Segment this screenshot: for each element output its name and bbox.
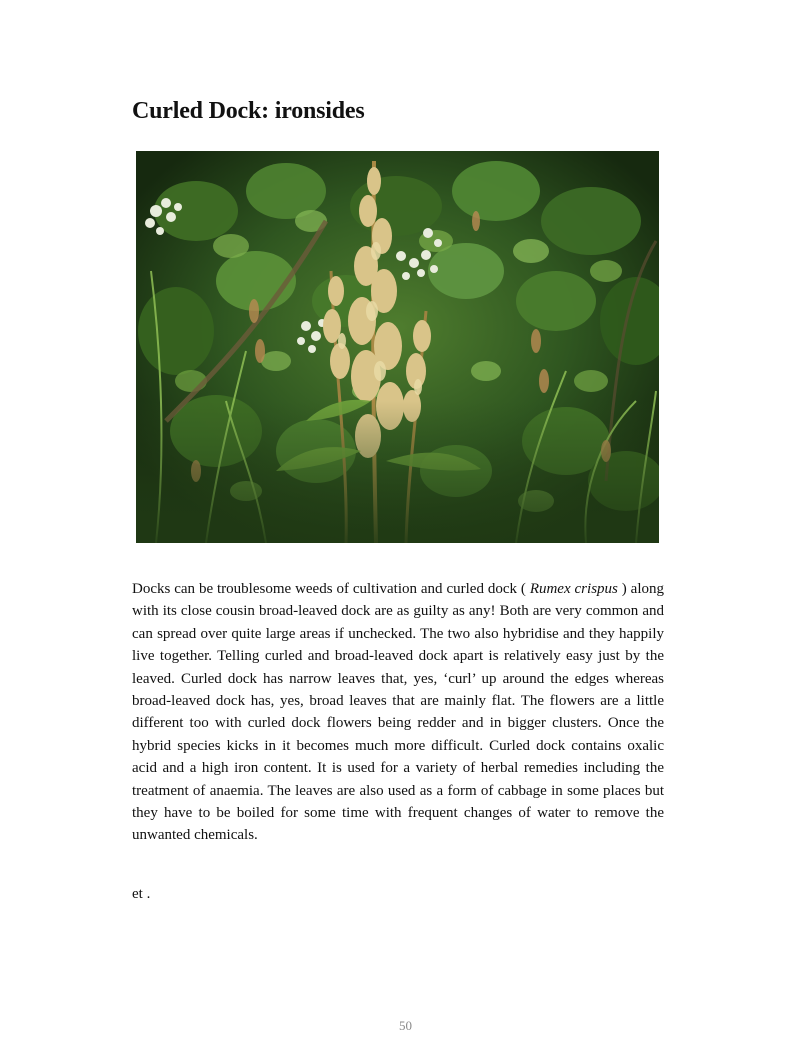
page-number: 50 <box>399 1018 412 1033</box>
curled-dock-photo <box>136 151 659 543</box>
body-text-part-2: ) along with its close cousin broad-leaved dock are as guilty as any! Both are very common and can spread over quite large areas if unchecked. The two also hybridise and they happily live together. Telling curled and broad-leaved dock apart is relatively easy just by the leaved. Curled dock has narrow leaves that, yes, ‘curl’ up around the edges whereas broad-leaved dock has, yes, broad leaves that are mainly flat. The flowers are a little different too with curled dock flowers being redder and in bigger clusters. Once the hybrid species kicks in it becomes much more difficult. Curled dock contains oxalic acid and a high iron content. It is used for a variety of herbal remedies including the treatment of anaemia. The leaves are also used as a form of cabbage in some places but they have to be boiled for some time with frequent changes of water to remove the unwanted chemicals. <box>132 581 665 844</box>
latin-name: Rumex crispus <box>529 581 618 597</box>
page-title: Curled Dock: ironsides <box>132 98 365 124</box>
body-text-part-1: Docks can be troublesome weeds of cultivation and curled dock ( <box>132 581 530 597</box>
signoff: et . <box>132 886 151 902</box>
body-paragraph <box>132 578 664 847</box>
curled-dock-plant-illustration <box>136 151 659 543</box>
